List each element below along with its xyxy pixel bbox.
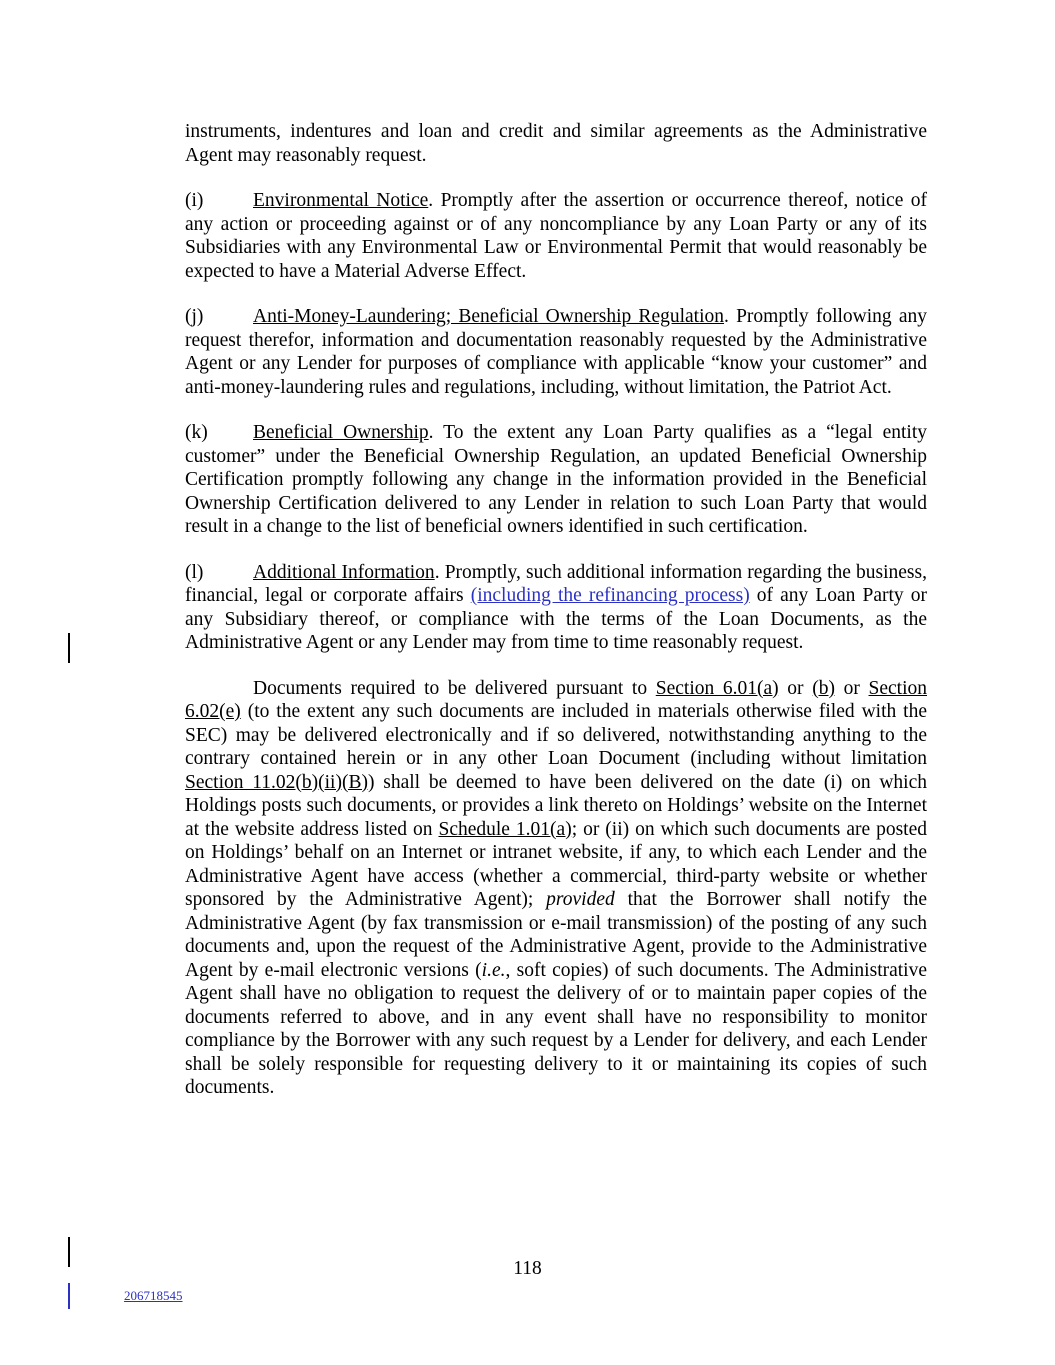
text-run-10: ; or (ii) on which such documents are posted on Holdings’ behalf on an Internet or intranet website, if any, to which each Lender and the Administrative Agent have access (whether a commercial, third-party website or whether sponsored by the Administrative Agent); (185, 818, 927, 910)
cross-reference-3: (b) (812, 677, 835, 699)
revision-change-bar-1 (68, 633, 70, 663)
paragraph-continuation (185, 120, 927, 167)
paragraph-k (185, 421, 927, 539)
paragraph-i-label: (i) (185, 190, 204, 211)
text-run-2: or (778, 677, 813, 699)
paragraph-k-label: (k) (185, 422, 208, 443)
text-run-12: that the Borrower shall notify the Administrative Agent (by fax transmission or e-mail transmission) of the posting of any such documents and, upon the request of the Administrative Agent, provide to the Administrative Agent by e-mail electronic versions ( (185, 889, 927, 981)
paragraph-i-heading: Environmental Notice (253, 190, 429, 211)
document-body (185, 120, 927, 1122)
paragraph-l (185, 561, 927, 655)
paragraph-j-label: (j) (185, 306, 204, 327)
paragraph-k-text: . To the extent any Loan Party qualifies as a “legal entity customer” under the Beneficial Ownership Regulation, an updated Beneficial Ownership Certification promptly following any change in the information provided in the Beneficial Ownership Certification delivered to any Lender in relation to such Loan Party that would result in a change to the list of beneficial owners identified in such certification. (185, 422, 927, 537)
cross-reference-9: Schedule 1.01(a) (438, 818, 572, 840)
paragraph-l-label: (l) (185, 561, 204, 583)
cross-reference-1: Section 6.01(a) (655, 677, 779, 699)
document-id-footer: 206718545 (124, 1288, 183, 1303)
paragraph-j-text: . Promptly following any request therefor, information and documentation reasonably requested by the Administrative Agent or any Lender for purposes of compliance with applicable “know your customer” and anti-money-laundering rules and regulations, including, without limitation, the Patriot Act. (185, 306, 928, 398)
emphasis-13: i.e. (481, 959, 506, 981)
revision-change-bar-3 (68, 1283, 70, 1309)
paragraph-j-heading: Anti-Money-Laundering; Beneficial Ownership Regulation (253, 306, 725, 327)
emphasis-11: provided (546, 889, 615, 910)
paragraph-k-heading: Beneficial Ownership (253, 422, 429, 443)
paragraph-j (185, 305, 927, 399)
cross-reference-5: Section 6.02(e) (185, 677, 927, 722)
paragraph-l-revision-insertion: (including the refinancing process) (470, 585, 750, 606)
paragraph-i (185, 189, 927, 283)
text-run-0: Documents required to be delivered pursuant to (253, 677, 656, 699)
paragraph-delivery-text (185, 678, 927, 1099)
paragraph-l-text-after: of any Loan Party or any Subsidiary thereof, or compliance with the terms of the Loan Documents, as the Administrative Agent or any Lender may from time to time reasonably request. (185, 585, 928, 653)
paragraph-l-text-before: . Promptly, such additional information regarding the business, financial, legal or corporate affairs (185, 561, 927, 606)
cross-reference-7: Section 11.02(b)(ii)(B) (185, 771, 368, 793)
paragraph-continuation-text: instruments, indentures and loan and credit and similar agreements as the Administrative Agent may reasonably request. (185, 121, 927, 166)
text-run-14: , soft copies) of such documents. The Administrative Agent shall have no obligation to request the delivery of or to maintain paper copies of the documents referred to above, and in any event shall have no responsibility to monitor compliance by the Borrower with any such request by a Lender for delivery, and each Lender shall be solely responsible for requesting delivery to it or maintaining its copies of such documents. (185, 959, 927, 1098)
paragraph-i-text: . Promptly after the assertion or occurrence thereof, notice of any action or proceeding against or of any noncompliance by any Loan Party or any of its Subsidiaries with any Environmental Law or Environmental Permit that would reasonably be expected to have a Material Adverse Effect. (185, 190, 927, 282)
text-run-4: or (834, 677, 869, 699)
text-run-8: ) shall be deemed to have been delivered on the date (i) on which Holdings posts such documents, or provides a link thereto on Holdings’ website on the Internet at the website address listed on (185, 771, 927, 840)
paragraph-l-heading: Additional Information (253, 561, 435, 583)
page-number: 118 (513, 1258, 542, 1279)
paragraph-delivery (185, 677, 927, 1100)
text-run-6: (to the extent any such documents are included in materials otherwise filed with the SEC) may be delivered electronically and if so delivered, notwithstanding anything to the contrary contained herein or in any other Loan Document (including without limitation (185, 701, 927, 769)
